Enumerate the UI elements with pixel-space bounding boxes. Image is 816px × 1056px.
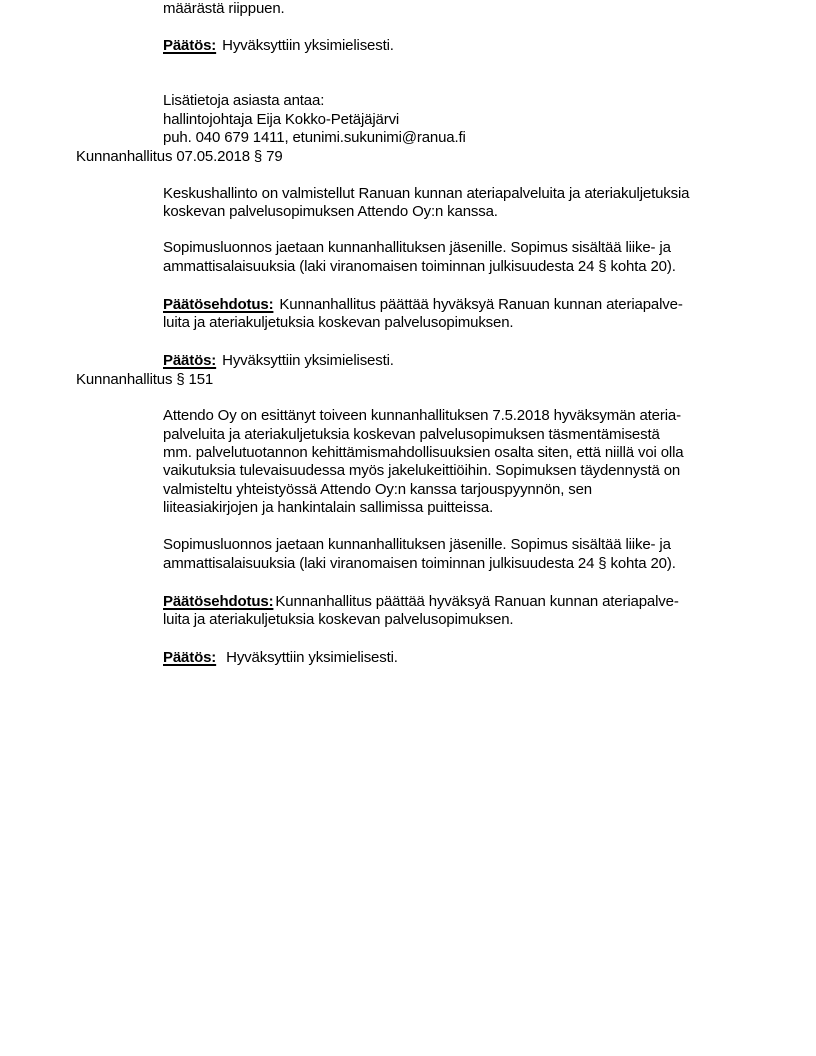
body-text: luita ja ateriakuljetuksia koskevan palvelusopimuksen. [163,611,514,628]
decision [163,352,394,370]
decision-label: Päätös: [163,37,217,54]
contact-line: Lisätietoja asiasta antaa: [163,92,325,109]
body-text: ammattisalaisuuksia (laki viranomaisen toiminnan julkisuudesta 24 § kohta 20). [163,258,676,275]
decision [163,37,394,55]
section-heading: Kunnanhallitus 07.05.2018 § 79 [76,148,283,165]
body-text: valmisteltu yhteistyössä Attendo Oy:n kanssa tarjouspyynnön, sen [163,481,592,498]
contact-line: puh. 040 679 1411, etunimi.sukunimi@ranua.fi [163,129,466,146]
body-text: ammattisalaisuuksia (laki viranomaisen toiminnan julkisuudesta 24 § kohta 20). [163,555,676,572]
decision-label: Päätös: [163,649,217,666]
body-text: määrästä riippuen. [163,0,285,17]
body-text: palveluita ja ateriakuljetuksia koskevan palvelusopimuksen täsmentämisestä [163,426,660,443]
decision [163,649,398,667]
body-text: Sopimusluonnos jaetaan kunnanhallituksen jäsenille. Sopimus sisältää liike- ja [163,239,671,256]
section-heading: Kunnanhallitus § 151 [76,371,214,388]
body-text: Keskushallinto on valmistellut Ranuan kunnan ateriapalveluita ja ateriakuljetuksia [163,185,690,202]
contact-line: hallintojohtaja Eija Kokko-Petäjäjärvi [163,111,400,128]
body-text: Sopimusluonnos jaetaan kunnanhallituksen jäsenille. Sopimus sisältää liike- ja [163,536,671,553]
proposal [163,296,683,314]
proposal-text: Kunnanhallitus päättää hyväksyä Ranuan kunnan ateriapalve- [279,296,683,313]
body-text: koskevan palvelusopimuksen Attendo Oy:n kanssa. [163,203,498,220]
decision-text: Hyväksyttiin yksimielisesti. [226,649,398,666]
body-text: vaikutuksia tulevaisuudessa myös jakelukeittiöihin. Sopimuksen täydennystä on [163,462,681,479]
proposal [163,593,679,611]
decision-text: Hyväksyttiin yksimielisesti. [222,37,394,54]
decision-label: Päätös: [163,352,217,369]
body-text: mm. palvelutuotannon kehittämismahdollisuuksien osalta siten, että niillä voi olla [163,444,684,461]
body-text: Attendo Oy on esittänyt toiveen kunnanhallituksen 7.5.2018 hyväksymän ateria- [163,407,681,424]
body-text: liiteasiakirjojen ja hankintalain sallimissa puitteissa. [163,499,494,516]
proposal-label: Päätösehdotus: [163,593,274,610]
decision-text: Hyväksyttiin yksimielisesti. [222,352,394,369]
proposal-label: Päätösehdotus: [163,296,274,313]
body-text: luita ja ateriakuljetuksia koskevan palvelusopimuksen. [163,314,514,331]
proposal-text: Kunnanhallitus päättää hyväksyä Ranuan kunnan ateriapalve- [275,593,679,610]
